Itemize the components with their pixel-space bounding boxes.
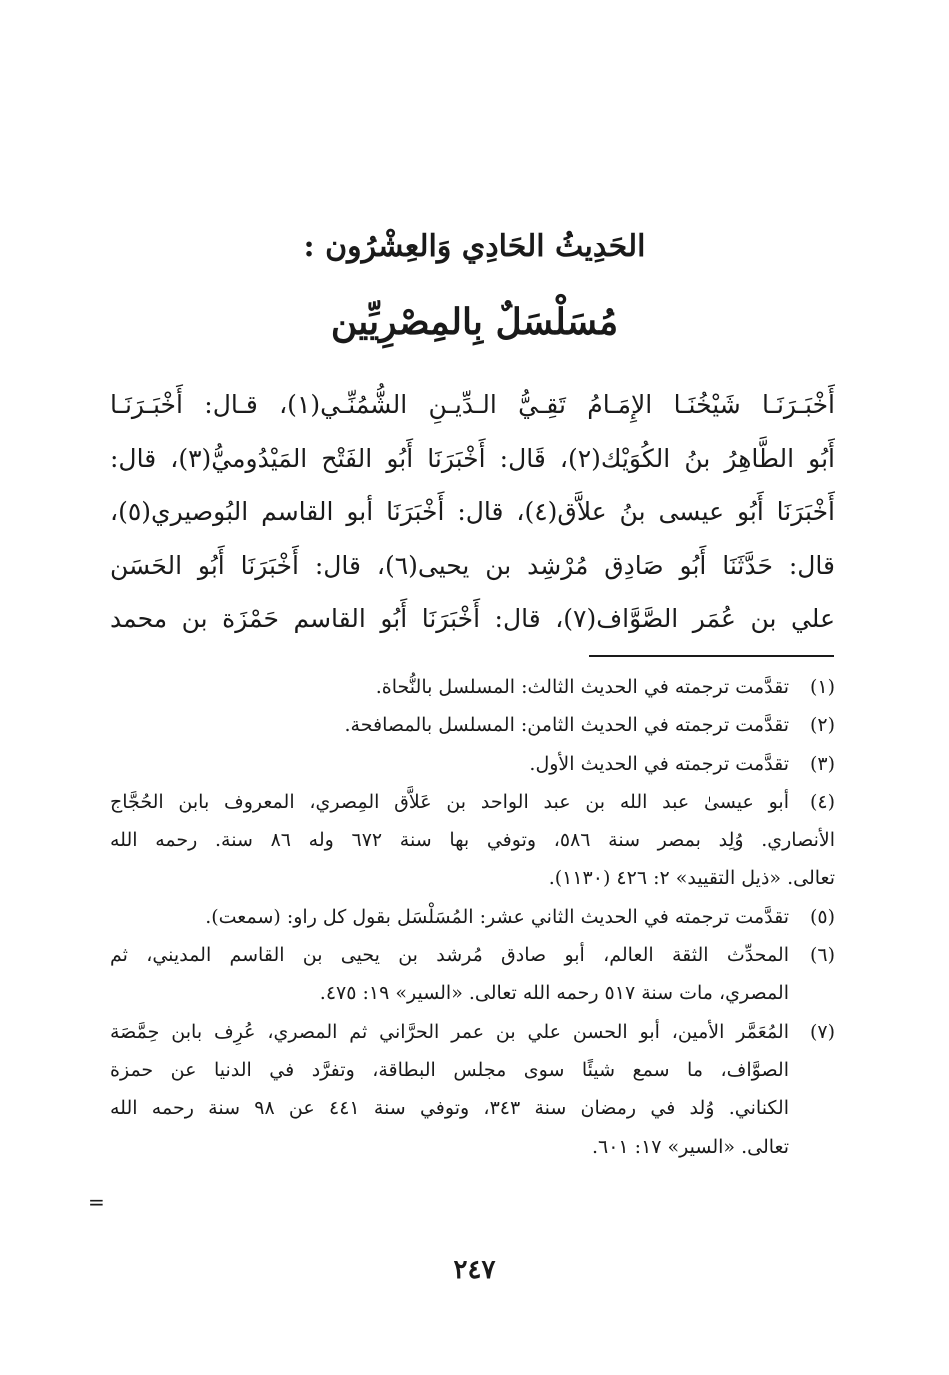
footnote-separator [589, 655, 834, 657]
chapter-subheading: مُسَلْسَلٌ بِالمِصْرِيِّين [330, 301, 619, 343]
footnote-number: (٥) [809, 905, 835, 928]
main-text-line: قال: حَدَّثَنَا أَبُو صَادِق مُرْشِد بن يحيى(٦)، قال: أَخْبَرَنَا أَبُو الحَسَن [110, 550, 835, 580]
footnote-number: (١) [809, 676, 835, 698]
footnote-3 [110, 745, 835, 783]
footnote-number: (٦) [809, 944, 835, 967]
footnote-number: (٤) [809, 790, 835, 813]
footnote-line: تعالى. «ذيل التقييد» ٢: ٤٢٦ (١١٣٠). [548, 867, 835, 890]
footnote-number: (٧) [809, 1020, 835, 1043]
footnote-line: الكناني. وُلد في رمضان سنة ٣٤٣، وتوفي سنة ٤٤١ عن ٩٨ سنة رحمه الله [110, 1097, 789, 1120]
footnote-1 [110, 668, 835, 706]
main-text [110, 378, 835, 646]
chapter-heading: الحَدِيثُ الحَادِي وَالعِشْرُون : [303, 229, 646, 264]
page-number: ٢٤٧ [453, 1255, 496, 1285]
continuation-mark: = [88, 1190, 105, 1214]
main-text-line: أَبُو الطَّاهِرُ بنُ الكُوَيْك(٢)، قَال: أَخْبَرَنَا أَبُو الفَتْح المَيْدُوميُّ(٣)، قال: [110, 443, 835, 473]
footnote-line: تقدَّمت ترجمته في الحديث الثالث: المسلسل بالنُّحاة. [375, 676, 789, 698]
footnote-5 [110, 898, 835, 936]
footnote-line: المُعَمَّر الأمين، أبو الحسن علي بن عمر الحرَّاني ثم المصري، عُرِف بابن حِمَّصَة [110, 1020, 789, 1043]
footnote-line: أبو عيسىٰ عبد الله بن عبد الواحد بن عَلاَّق المِصري، المعروف بابن الحُجَّاج [110, 790, 789, 813]
main-text-line: أَخْبَرَنَا أَبُو عيسى بنُ علاَّق(٤)، قال: أَخْبَرَنَا أبو القاسم البُوصيري(٥)، [110, 497, 835, 526]
footnote-line: المصري، مات سنة ٥١٧ رحمه الله تعالى. «السير» ١٩: ٤٧٥. [319, 982, 789, 1005]
footnote-2 [110, 706, 835, 744]
footnote-line: الأنصاري. وُلِد بمصر سنة ٥٨٦، وتوفي بها سنة ٦٧٢ وله ٨٦ سنة. رحمه الله [110, 829, 835, 852]
main-text-line: أَخْبَـرَنَـا شَيْخُنَـا الإِمَـامُ تَقِـيُّ الـدِّيـنِ الشُّمُنِّـي(١)، قـال: أَخْبَـرَنَـا [110, 390, 835, 419]
footnote-4 [110, 783, 835, 898]
main-text-line: علي بن عُمَر الصَّوَّاف(٧)، قال: أَخْبَرَنَا أَبُو القاسم حَمْزَة بن محمد [110, 604, 835, 633]
footnote-line: المحدِّث الثقة العالم، أبو صادق مُرشد بن يحيى بن القاسم المديني، ثم [110, 944, 789, 967]
footnote-line: تقدَّمت ترجمته في الحديث الأول. [529, 752, 789, 775]
footnote-7 [110, 1013, 835, 1166]
footnote-line: تقدَّمت ترجمته في الحديث الثاني عشر: المُسَلْسَل بقول كل راو: (سمعت). [205, 905, 789, 928]
footnote-line: الصوَّاف، ما سمع شيئًا سوى مجلس البطاقة، وتفرَّد في الدنيا عن حمزة [110, 1058, 789, 1081]
footnote-number: (٣) [809, 752, 835, 775]
footnotes-list [110, 668, 835, 1166]
footnote-number: (٢) [809, 714, 835, 737]
footnote-line: تقدَّمت ترجمته في الحديث الثامن: المسلسل بالمصافحة. [344, 714, 789, 737]
footnote-6 [110, 936, 835, 1013]
footnote-line: تعالى. «السير» ١٧: ٦٠١. [591, 1135, 789, 1158]
